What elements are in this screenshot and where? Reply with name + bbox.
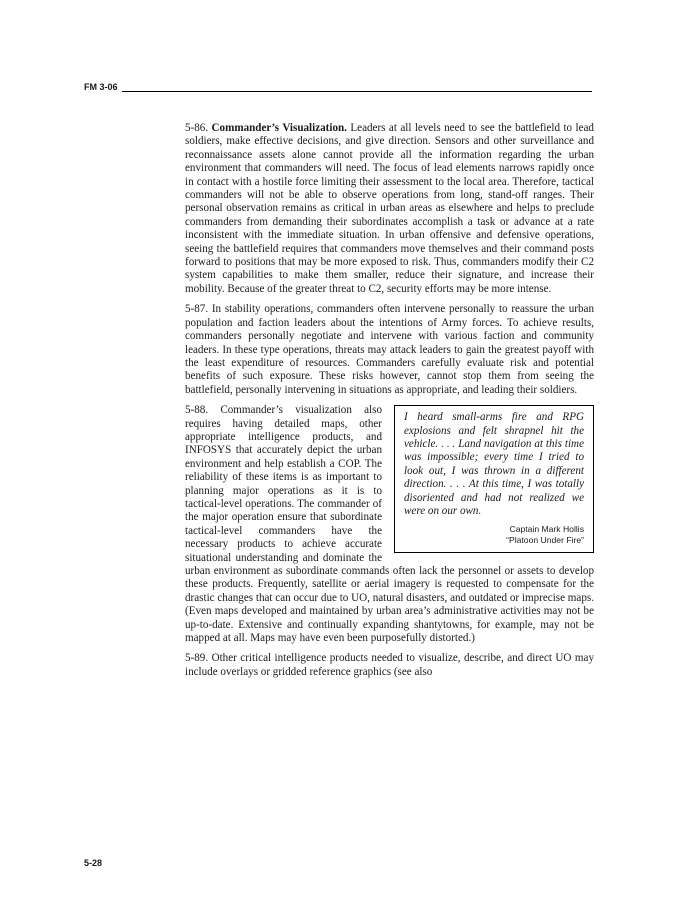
sidebar-quote: I heard small-arms fire and RPG explosions and felt shrapnel hit the vehicle. . . . Land navigation at this time was impossible; every time I tried to look out, I was thrown in a different direction. . . . At this time, I was totally disoriented and had not realized we were on our own. — [404, 411, 584, 517]
paragraph-heading: Commander’s Visualization. — [211, 122, 347, 134]
quote-author: Captain Mark Hollis — [509, 524, 584, 535]
running-header — [84, 82, 592, 92]
quote-sidebar — [394, 405, 594, 553]
page-number: 5-28 — [84, 858, 103, 868]
paragraph-5-89: 5-89. Other critical intelligence products needed to visualize, describe, and direct UO may include overlays or gridded reference graphics (see also — [185, 652, 594, 678]
paragraph-5-88: 5-88. Commander’s visualization also requires having detailed maps, other appropriate intelligence products, and INFOSYS that accurately depict the urban environment and help establish a COP. The reliability of these items is as important to planning major operations as it is to tactical-level operations. The commander of the major operation ensure that subordinate tactical-level commanders have the necessary products to achieve accurate situational understanding and dominate the urban environment as subordinate commands often lack the personnel or assets to develop these products. Frequently, satellite or aerial imagery is requested to compensate for the drastic changes that can occur due to UO, natural disasters, and outdated or imprecise maps. (Even maps developed and maintained by urban area’s administrative activities may not be up-to-date. Extensive and continually expanding shantytowns, for example, may not be mapped at all. Maps may have even been purposefully distorted.) — [185, 404, 594, 645]
manual-id: FM 3-06 — [84, 82, 118, 92]
paragraph-text: Leaders at all levels need to see the battlefield to lead soldiers, make effective decisions, and give direction. Sensors and other surveillance and reconnaissance assets alone cannot provide all the information regarding the urban environment that commanders will need. The focus of lead elements narrows rapidly once in contact with a hostile force limiting their assessment to the local area. Therefore, tactical commanders will not be able to observe operations from long, stand-off ranges. Their personal observation remains as critical in urban areas as elsewhere and helps to preclude commanders from demanding their subordinates accomplish a task or advance at a rate inconsistent with the immediate situation. In urban offensive and defensive operations, seeing the battlefield requires that commanders move themselves and their command posts forward to positions that may be more exposed to risk. Thus, commanders modify their C2 system capabilities to make them smaller, reduce their signature, and increase their mobility. Because of the greater threat to C2, security efforts may be more intense. — [185, 122, 594, 295]
paragraph-5-87: 5-87. In stability operations, commanders often intervene personally to reassure the urban population and faction leaders about the intentions of Army forces. To achieve results, commanders personally negotiate and intervene with various faction and community leaders. In these type operations, threats may attack leaders to gain the greatest payoff with the least expenditure of resources. Commanders carefully evaluate risk and potential benefits of such exposure. These risks however, cannot stop them from seeing the battlefield, personally intervening in situations as appropriate, and leading their soldiers. — [185, 303, 594, 396]
quote-source: “Platoon Under Fire” — [506, 535, 584, 546]
body-text — [185, 122, 594, 686]
header-rule — [122, 83, 592, 92]
paragraph-number: 5-86. — [185, 122, 209, 134]
paragraph-5-86 — [185, 122, 594, 296]
